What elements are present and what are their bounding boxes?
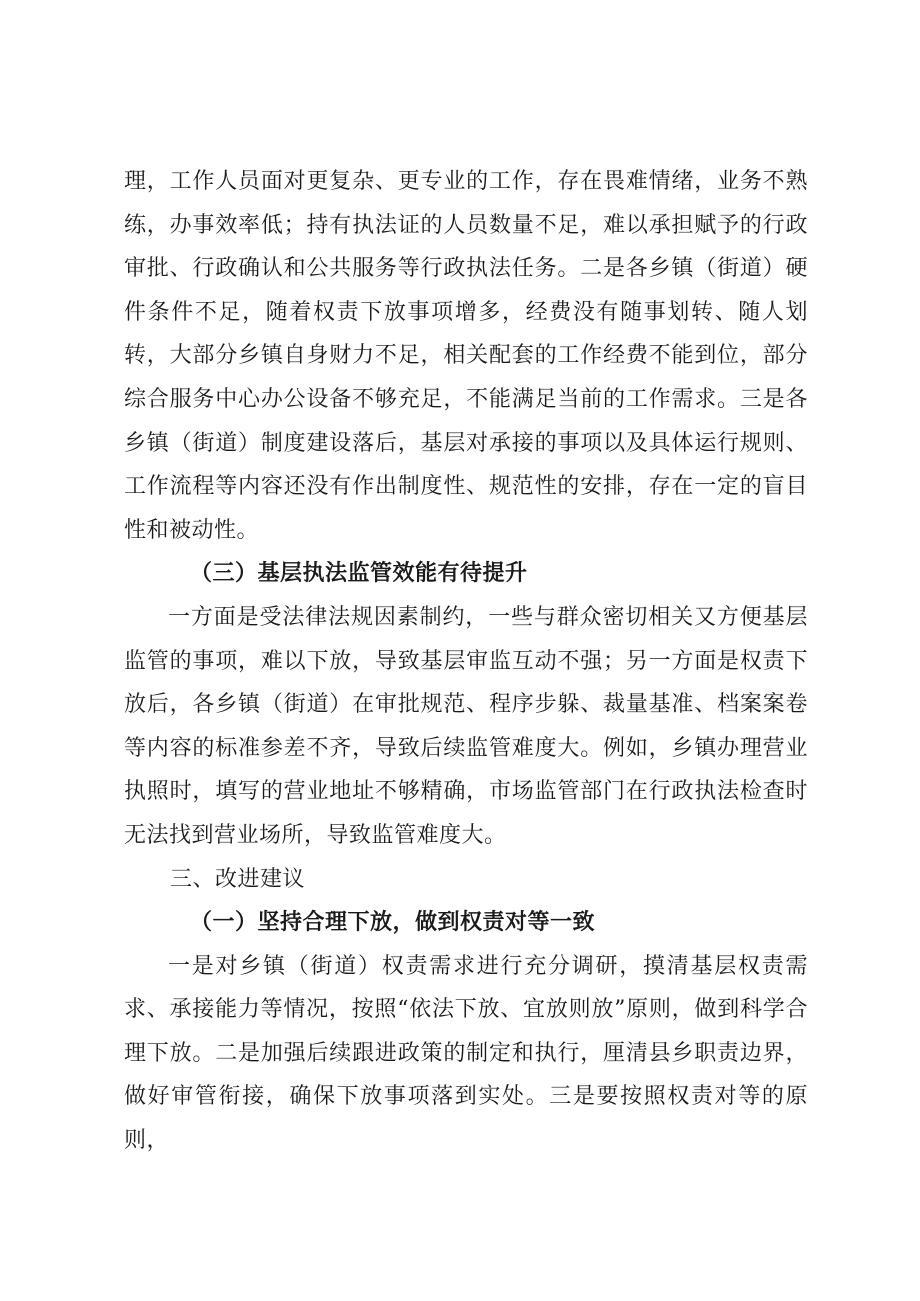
subheading-reasonable-delegation: （一）坚持合理下放，做到权责对等一致 <box>190 910 596 936</box>
section-heading-suggestions: 三、改进建议 <box>170 866 306 892</box>
paragraph-enforcement: 一方面是受法律法规因素制约，一些与群众密切相关又方便基层监管的事项，难以下放，导致基层审监互动不强；另一方面是权责下放后，各乡镇（街道）在审批规范、程序步躲、裁量基准、档案案卷等内容的标准参差不齐，导致后续监管难度大。例如，乡镇办理营业执照时，填写的营业地址不够精确，市场监管部门在行政执法检查时无法找到营业场所，导致监管难度大。 <box>124 604 808 848</box>
subheading-basic-enforcement: （三）基层执法监管效能有待提升 <box>190 561 528 587</box>
paragraph-continuation: 理，工作人员面对更复杂、更专业的工作，存在畏难情绪，业务不熟练，办事效率低；持有执法证的人员数量不足，难以承担赋予的行政审批、行政确认和公共服务等行政执法任务。二是各乡镇（街道）硬件条件不足，随着权责下放事项增多，经费没有随事划转、随人划转，大部分乡镇自身财力不足，相关配套的工作经费不能到位，部分综合服务中心办公设备不够充足，不能满足当前的工作需求。三是各乡镇（街道）制度建设落后，基层对承接的事项以及具体运行规则、工作流程等内容还没有作出制度性、规范性的安排，存在一定的盲目性和被动性。 <box>124 169 808 543</box>
paragraph-delegation: 一是对乡镇（街道）权责需求进行充分调研，摸清基层权责需求、承接能力等情况，按照“依法下放、宜放则放”原则，做到科学合理下放。二是加强后续跟进政策的制定和执行，厘清县乡职责边界，做好审管衔接，确保下放事项落到实处。三是要按照权责对等的原则， <box>124 953 808 1154</box>
document-body <box>124 160 808 1163</box>
